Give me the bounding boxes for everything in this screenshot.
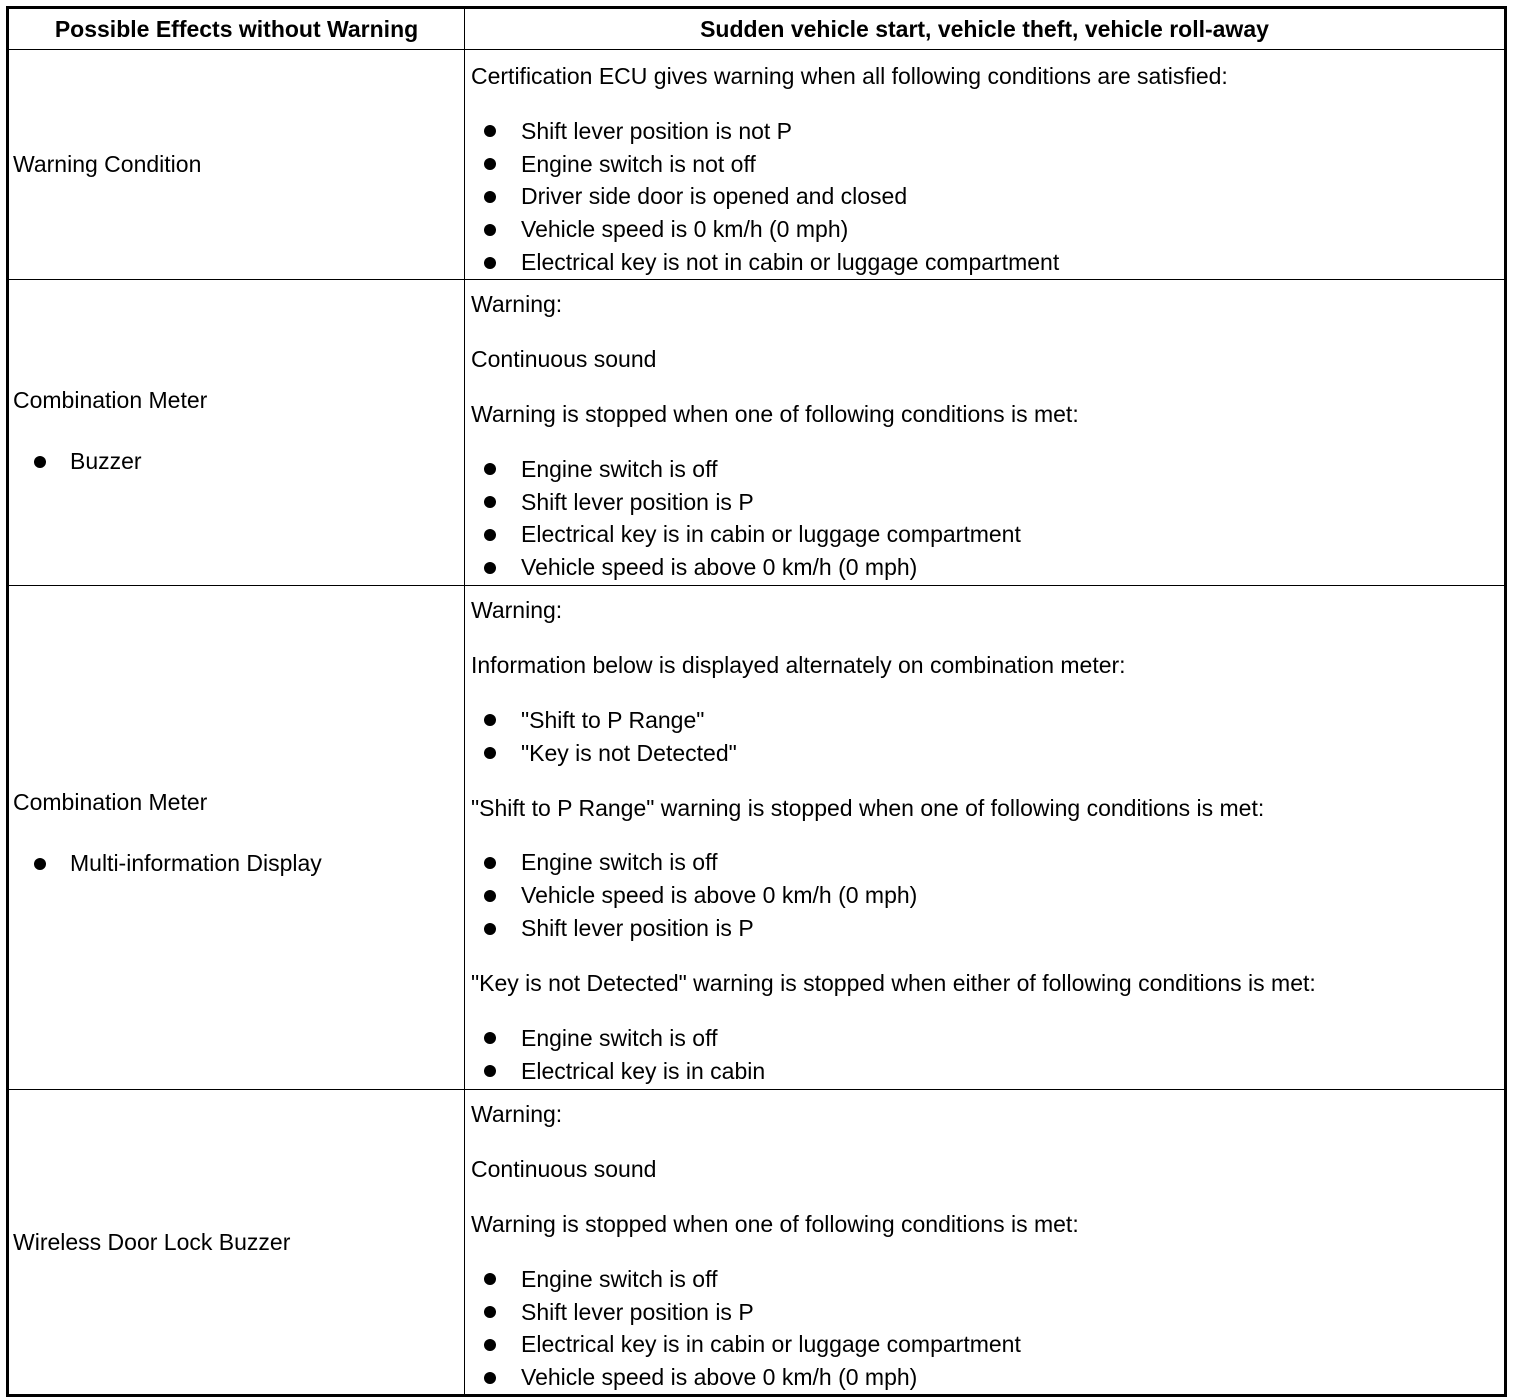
row-label-cell bbox=[8, 279, 465, 585]
bullet-icon bbox=[484, 496, 496, 508]
warning-label: Warning: bbox=[471, 596, 563, 623]
bullet-icon bbox=[484, 1273, 496, 1285]
row-label-cell bbox=[8, 50, 465, 280]
list-item: Shift lever position is P bbox=[471, 1296, 1498, 1329]
row-content-cell bbox=[465, 585, 1506, 1089]
warning-label: Warning: bbox=[471, 290, 563, 317]
bullet-icon bbox=[484, 1065, 496, 1077]
key-stop-text: "Key is not Detected" warning is stopped when either of following conditions is met: bbox=[471, 969, 1316, 996]
bullet-icon bbox=[34, 456, 46, 468]
bullet-icon bbox=[484, 1372, 496, 1384]
header-row bbox=[8, 8, 1506, 50]
bullet-icon bbox=[484, 1339, 496, 1351]
list-item: Vehicle speed is above 0 km/h (0 mph) bbox=[471, 879, 1498, 912]
list-item: Electrical key is in cabin or luggage compartment bbox=[471, 1329, 1498, 1362]
bullet-icon bbox=[484, 158, 496, 170]
list-item: Engine switch is not off bbox=[471, 148, 1498, 181]
header-effects: Possible Effects without Warning bbox=[8, 8, 465, 50]
info-text: Information below is displayed alternately on combination meter: bbox=[471, 651, 1126, 678]
list-item: Vehicle speed is above 0 km/h (0 mph) bbox=[471, 1361, 1498, 1394]
row-label: Combination Meter bbox=[13, 789, 208, 816]
row-label: Wireless Door Lock Buzzer bbox=[13, 1228, 291, 1255]
list-item: Engine switch is off bbox=[471, 1022, 1498, 1055]
table-row bbox=[8, 50, 1506, 280]
bullet-icon bbox=[484, 224, 496, 236]
warning-table bbox=[6, 6, 1507, 1397]
row-label: Combination Meter bbox=[13, 387, 208, 414]
header-hazards: Sudden vehicle start, vehicle theft, vehicle roll-away bbox=[465, 8, 1506, 50]
condition-list bbox=[471, 115, 1498, 279]
row-content-cell bbox=[465, 279, 1506, 585]
bullet-icon bbox=[484, 562, 496, 574]
table-row bbox=[8, 279, 1506, 585]
warning-stop-text: Warning is stopped when one of following conditions is met: bbox=[471, 400, 1079, 427]
bullet-icon bbox=[484, 529, 496, 541]
list-item: Vehicle speed is 0 km/h (0 mph) bbox=[471, 213, 1498, 246]
warning-sound: Continuous sound bbox=[471, 1155, 657, 1182]
bullet-icon bbox=[484, 1306, 496, 1318]
bullet-icon bbox=[484, 191, 496, 203]
bullet-icon bbox=[484, 125, 496, 137]
row-label: Warning Condition bbox=[13, 150, 202, 177]
bullet-icon bbox=[484, 857, 496, 869]
bullet-icon bbox=[484, 923, 496, 935]
bullet-icon bbox=[484, 747, 496, 759]
bullet-icon bbox=[34, 858, 46, 870]
list-item: Shift lever position is P bbox=[471, 486, 1498, 519]
list-item: Engine switch is off bbox=[471, 453, 1498, 486]
list-item: Engine switch is off bbox=[471, 1263, 1498, 1296]
list-item: Engine switch is off bbox=[471, 847, 1498, 880]
bullet-icon bbox=[484, 890, 496, 902]
table-row bbox=[8, 1089, 1506, 1395]
condition-list bbox=[471, 453, 1498, 584]
list-item: Driver side door is opened and closed bbox=[471, 181, 1498, 214]
list-item: Shift lever position is P bbox=[471, 912, 1498, 945]
condition-list bbox=[471, 1022, 1498, 1088]
condition-list bbox=[471, 1263, 1498, 1394]
row-label-cell bbox=[8, 1089, 465, 1395]
list-item: Shift lever position is not P bbox=[471, 115, 1498, 148]
list-item: Electrical key is in cabin bbox=[471, 1055, 1498, 1088]
shift-stop-text: "Shift to P Range" warning is stopped when one of following conditions is met: bbox=[471, 794, 1265, 821]
list-item: Electrical key is in cabin or luggage compartment bbox=[471, 519, 1498, 552]
table-row bbox=[8, 585, 1506, 1089]
condition-list bbox=[471, 847, 1498, 945]
row-intro: Certification ECU gives warning when all following conditions are satisfied: bbox=[471, 63, 1228, 89]
row-content-cell bbox=[465, 1089, 1506, 1395]
list-item: "Shift to P Range" bbox=[471, 704, 1498, 737]
bullet-icon bbox=[484, 714, 496, 726]
list-item: Electrical key is not in cabin or luggage compartment bbox=[471, 246, 1498, 279]
list-item: Vehicle speed is above 0 km/h (0 mph) bbox=[471, 551, 1498, 584]
bullet-icon bbox=[484, 257, 496, 269]
message-list bbox=[471, 704, 1498, 770]
list-item: "Key is not Detected" bbox=[471, 737, 1498, 770]
row-content-cell bbox=[465, 50, 1506, 280]
bullet-icon bbox=[484, 463, 496, 475]
warning-label: Warning: bbox=[471, 1100, 563, 1127]
bullet-icon bbox=[484, 1032, 496, 1044]
row-sub-item: Buzzer bbox=[34, 448, 464, 475]
row-label-cell bbox=[8, 585, 465, 1089]
warning-stop-text: Warning is stopped when one of following conditions is met: bbox=[471, 1210, 1079, 1237]
warning-sound: Continuous sound bbox=[471, 345, 657, 372]
row-sub-item: Multi-information Display bbox=[34, 850, 464, 877]
